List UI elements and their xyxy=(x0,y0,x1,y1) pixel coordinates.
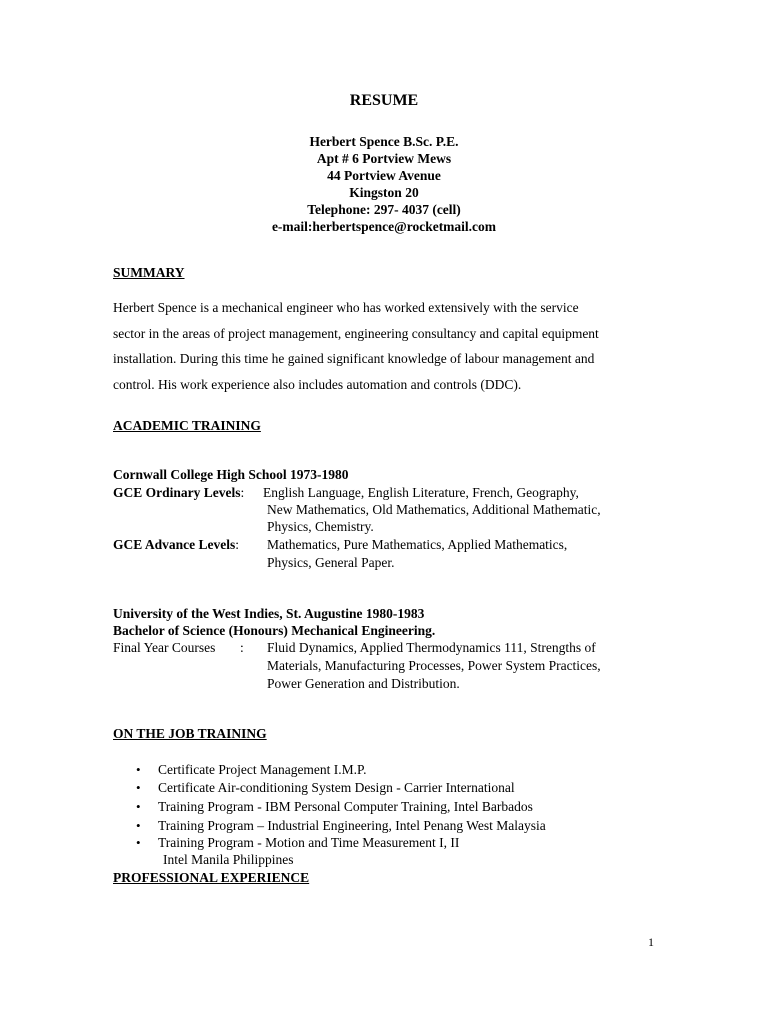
training-item: Training Program – Industrial Engineering, Intel Penang West Malaysia xyxy=(158,818,546,833)
ordinary-levels-line: English Language, English Literature, French, Geography, xyxy=(263,485,579,500)
header-telephone: Telephone: 297- 4037 (cell) xyxy=(307,202,461,217)
summary-heading: SUMMARY xyxy=(113,265,185,280)
school2-name: University of the West Indies, St. Augustine 1980-1983 xyxy=(113,606,425,621)
header-name: Herbert Spence B.Sc. P.E. xyxy=(309,134,459,149)
summary-line: installation. During this time he gained significant knowledge of labour management and xyxy=(113,351,595,366)
training-heading: ON THE JOB TRAINING xyxy=(113,726,267,741)
advance-levels-sep: : xyxy=(235,537,240,552)
summary-line: sector in the areas of project management, engineering consultancy and capital equipment xyxy=(113,326,599,341)
training-item-continuation: Intel Manila Philippines xyxy=(163,852,294,867)
header-city: Kingston 20 xyxy=(349,185,419,200)
school1-name: Cornwall College High School 1973-1980 xyxy=(113,467,349,482)
school2-degree: Bachelor of Science (Honours) Mechanical Engineering. xyxy=(113,623,436,638)
ordinary-levels-row xyxy=(113,485,244,501)
bullet-icon: • xyxy=(136,818,141,833)
resume-title: RESUME xyxy=(349,92,419,109)
experience-heading: PROFESSIONAL EXPERIENCE xyxy=(113,870,310,885)
courses-sep: : xyxy=(240,640,244,655)
courses-line: Fluid Dynamics, Applied Thermodynamics 111, Strengths of xyxy=(267,640,596,655)
courses-line: Power Generation and Distribution. xyxy=(267,676,460,691)
advance-levels-line: Mathematics, Pure Mathematics, Applied Mathematics, xyxy=(267,537,568,552)
ordinary-levels-line: Physics, Chemistry. xyxy=(267,519,374,534)
training-item: Certificate Air-conditioning System Design - Carrier International xyxy=(158,780,515,795)
bullet-icon: • xyxy=(136,835,141,850)
bullet-icon: • xyxy=(136,762,141,777)
training-item: Certificate Project Management I.M.P. xyxy=(158,762,367,777)
summary-line: control. His work experience also includes automation and controls (DDC). xyxy=(113,377,522,392)
advance-levels-line: Physics, General Paper. xyxy=(267,555,395,570)
page-number: 1 xyxy=(648,935,654,949)
bullet-icon: • xyxy=(136,799,141,814)
training-item: Training Program - Motion and Time Measurement I, II xyxy=(158,835,460,850)
header-apt: Apt # 6 Portview Mews xyxy=(316,151,452,166)
header-email: e-mail:herbertspence@rocketmail.com xyxy=(271,219,497,234)
header-street: 44 Portview Avenue xyxy=(327,168,441,183)
training-item: Training Program - IBM Personal Computer Training, Intel Barbados xyxy=(158,799,533,814)
advance-levels-label: GCE Advance Levels xyxy=(113,537,236,552)
courses-line: Materials, Manufacturing Processes, Power System Practices, xyxy=(267,658,601,673)
ordinary-levels-sep: : xyxy=(240,485,245,500)
bullet-icon: • xyxy=(136,780,141,795)
ordinary-levels-label: GCE Ordinary Levels xyxy=(113,485,241,500)
advance-levels-row xyxy=(113,537,239,553)
ordinary-levels-line: New Mathematics, Old Mathematics, Additional Mathematic, xyxy=(267,502,601,517)
academic-heading: ACADEMIC TRAINING xyxy=(113,418,261,433)
summary-line: Herbert Spence is a mechanical engineer who has worked extensively with the service xyxy=(113,300,579,315)
courses-label: Final Year Courses xyxy=(113,640,216,655)
